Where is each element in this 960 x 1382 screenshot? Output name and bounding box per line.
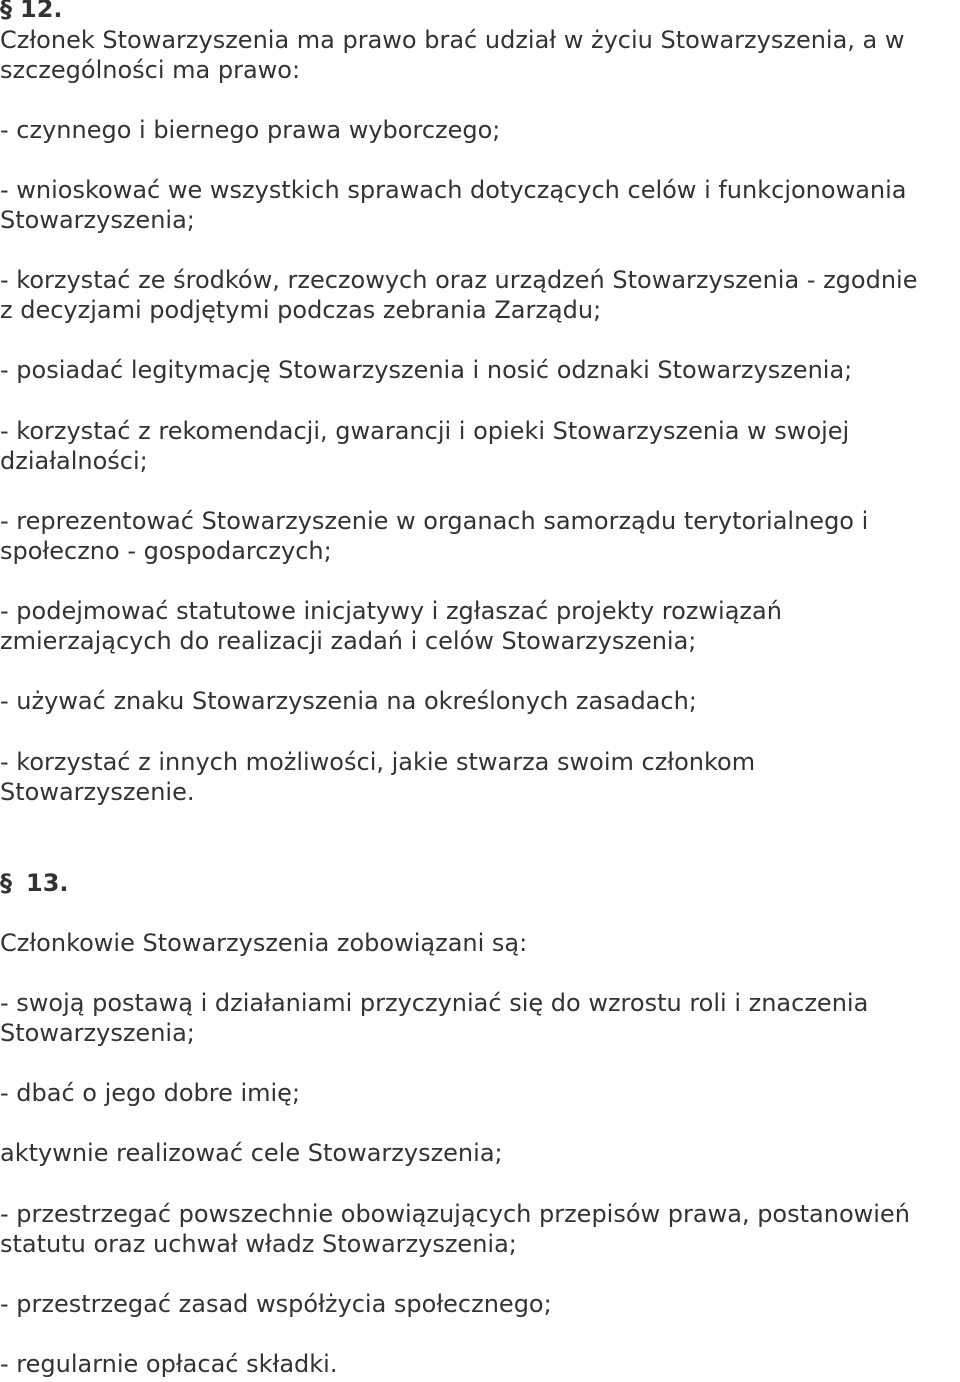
section-sign: § <box>0 0 12 23</box>
list-item: - czynnego i biernego prawa wyborczego; <box>0 116 501 144</box>
list-item: - swoją postawą i działaniami przyczyniać się do wzrostu roli i znaczenia <box>0 989 869 1017</box>
list-item: - regularnie opłacać składki. <box>0 1350 338 1378</box>
list-item: - dbać o jego dobre imię; <box>0 1079 301 1107</box>
list-item-continuation: z decyzjami podjętymi podczas zebrania Zarządu; <box>0 296 602 324</box>
list-item: aktywnie realizować cele Stowarzyszenia; <box>0 1139 503 1167</box>
list-item-continuation: Stowarzyszenia; <box>0 1019 195 1047</box>
section-number: 12. <box>20 0 63 23</box>
section-number: 13. <box>26 869 69 897</box>
list-item-continuation: społeczno - gospodarczych; <box>0 537 332 565</box>
list-item: - podejmować statutowe inicjatywy i zgłaszać projekty rozwiązań <box>0 597 782 625</box>
section-12-heading <box>0 0 63 24</box>
section-sign: § <box>0 869 12 897</box>
section-13-heading <box>0 868 69 898</box>
list-item: - korzystać ze środków, rzeczowych oraz urządzeń Stowarzyszenia - zgodnie <box>0 266 918 294</box>
list-item-continuation: statutu oraz uchwał władz Stowarzyszenia; <box>0 1230 517 1258</box>
list-item: - wnioskować we wszystkich sprawach dotyczących celów i funkcjonowania <box>0 176 907 204</box>
list-item-continuation: Stowarzyszenia; <box>0 206 195 234</box>
list-item: - posiadać legitymację Stowarzyszenia i nosić odznaki Stowarzyszenia; <box>0 356 853 384</box>
list-item-continuation: działalności; <box>0 447 148 475</box>
list-item: - używać znaku Stowarzyszenia na określonych zasadach; <box>0 687 697 715</box>
list-item: - przestrzegać powszechnie obowiązujących przepisów prawa, postanowień <box>0 1200 910 1228</box>
paragraph-line: Członkowie Stowarzyszenia zobowiązani są: <box>0 929 528 957</box>
list-item-continuation: Stowarzyszenie. <box>0 778 195 806</box>
list-item: - korzystać z innych możliwości, jakie stwarza swoim członkom <box>0 748 756 776</box>
list-item: - reprezentować Stowarzyszenie w organach samorządu terytorialnego i <box>0 507 869 535</box>
list-item: - przestrzegać zasad współżycia społecznego; <box>0 1290 552 1318</box>
paragraph-line: Członek Stowarzyszenia ma prawo brać udział w życiu Stowarzyszenia, a w <box>0 26 905 54</box>
list-item: - korzystać z rekomendacji, gwarancji i opieki Stowarzyszenia w swojej <box>0 417 850 445</box>
list-item-continuation: zmierzających do realizacji zadań i celów Stowarzyszenia; <box>0 627 697 655</box>
paragraph-line: szczególności ma prawo: <box>0 56 301 84</box>
